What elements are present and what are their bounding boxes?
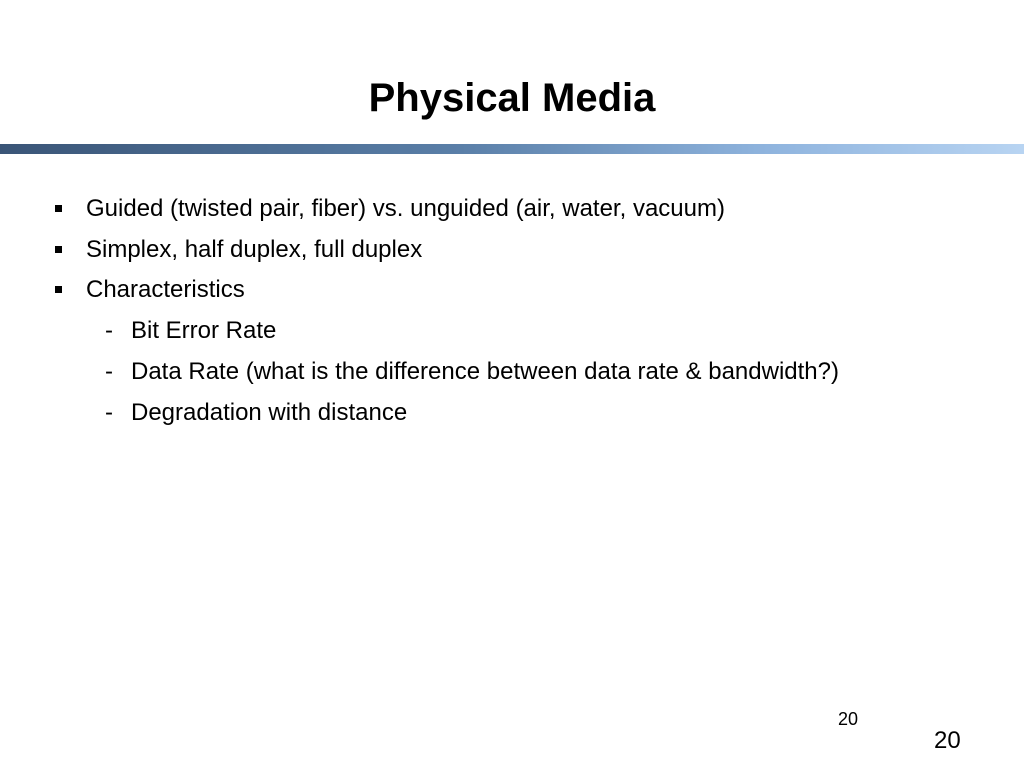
sub-bullet-item (0, 310, 1000, 351)
bullet-item (0, 269, 1000, 310)
slide-number-small: 20 (838, 709, 859, 729)
sub-bullet-text: Degradation with distance (131, 399, 408, 426)
square-bullet-icon (55, 246, 62, 253)
bullet-text: Guided (twisted pair, fiber) vs. unguided (air, water, vacuum) (86, 195, 725, 222)
sub-bullet-text: Bit Error Rate (131, 317, 277, 344)
sub-bullet-item (0, 351, 1000, 392)
bullet-item (0, 188, 1000, 229)
slide-number-large: 20 (934, 727, 961, 754)
title-divider (0, 144, 1024, 154)
dash-bullet-marker: - (105, 358, 113, 385)
bullet-text: Simplex, half duplex, full duplex (86, 236, 423, 263)
dash-bullet-marker: - (105, 399, 113, 426)
dash-bullet-marker: - (105, 317, 113, 344)
bullet-text: Characteristics (86, 276, 245, 303)
sub-bullet-item (0, 392, 1000, 433)
sub-bullet-text: Data Rate (what is the difference between data rate & bandwidth?) (131, 358, 839, 385)
bullet-item (0, 229, 1000, 270)
square-bullet-icon (55, 205, 62, 212)
slide-title: Physical Media (368, 76, 656, 120)
square-bullet-icon (55, 286, 62, 293)
